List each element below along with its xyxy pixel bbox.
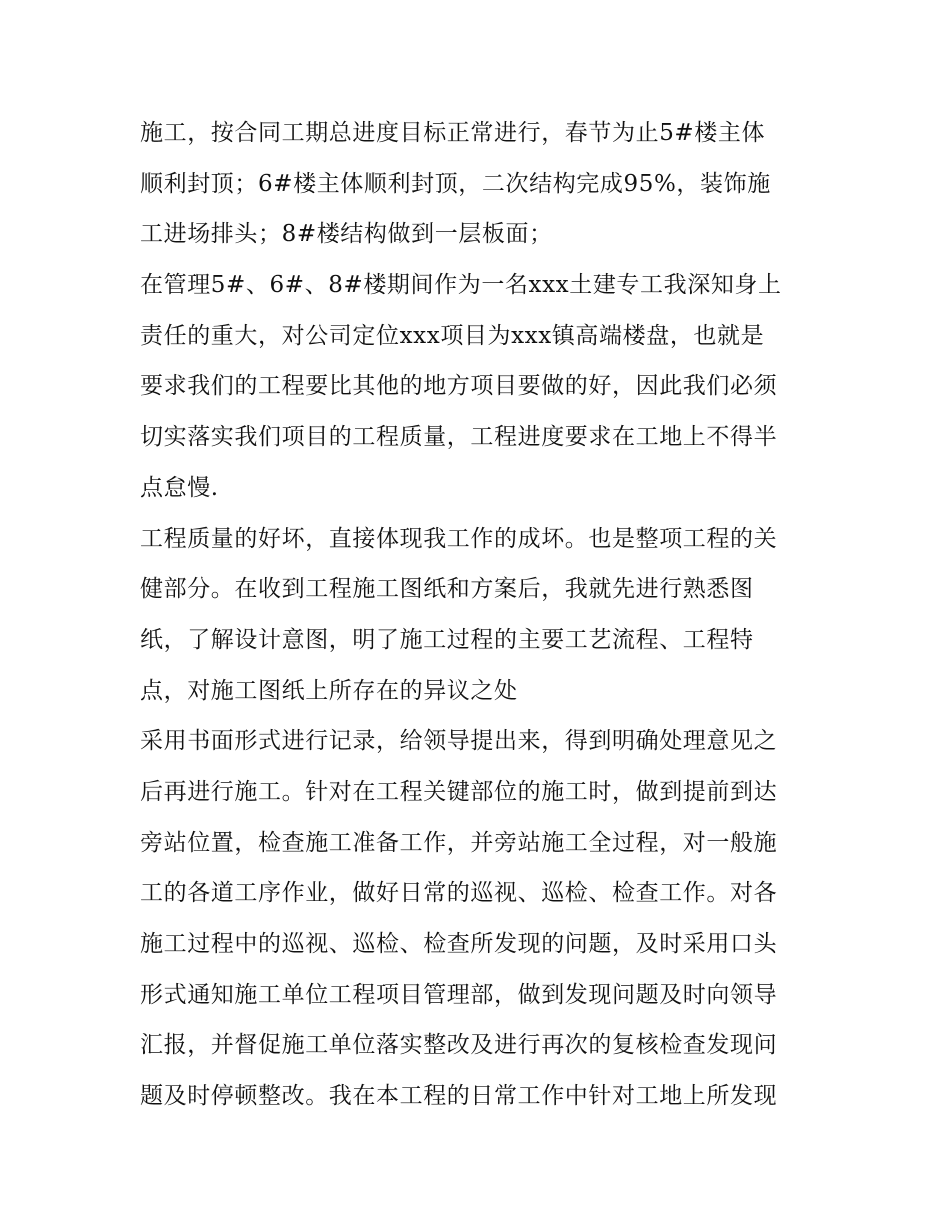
text-line: 点怠慢. xyxy=(140,474,219,501)
text-line: 旁站位置，检查施工准备工作，并旁站施工全过程，对一般施 xyxy=(140,829,778,856)
text-line: 在管理5#、6#、8#楼期间作为一名xxx土建专工我深知身上 xyxy=(140,272,782,299)
text-line: 施工过程中的巡视、巡检、检查所发现的问题，及时采用口头 xyxy=(140,931,778,957)
text-line: 工的各道工序作业，做好日常的巡视、巡检、检查工作。对各 xyxy=(140,880,778,907)
text-line: 切实落实我们项目的工程质量，工程进度要求在工地上不得半 xyxy=(140,424,778,451)
text-line: 要求我们的工程要比其他的地方项目要做的好，因此我们必须 xyxy=(140,373,778,400)
text-line: 施工，按合同工期总进度目标正常进行，春节为止5#楼主体 xyxy=(140,120,766,146)
text-line: 工程质量的好坏，直接体现我工作的成坏。也是整项工程的关 xyxy=(140,525,778,552)
text-line: 形式通知施工单位工程项目管理部，做到发现问题及时向领导 xyxy=(140,981,778,1008)
text-line: 题及时停顿整改。我在本工程的日常工作中针对工地上所发现 xyxy=(140,1083,778,1110)
text-line: 后再进行施工。针对在工程关键部位的施工时，做到提前到达 xyxy=(140,778,778,805)
text-line: 点，对施工图纸上所存在的异议之处 xyxy=(140,677,518,704)
text-line: 采用书面形式进行记录，给领导提出来，得到明确处理意见之 xyxy=(140,728,778,755)
text-line: 汇报，并督促施工单位落实整改及进行再次的复核检查发现问 xyxy=(140,1032,778,1059)
document-body xyxy=(140,108,812,1122)
text-line: 顺利封顶；6#楼主体顺利封顶，二次结构完成95%，装饰施 xyxy=(140,170,771,197)
text-line: 工进场排头；8#楼结构做到一层板面； xyxy=(140,221,553,248)
text-line: 纸，了解设计意图，明了施工过程的主要工艺流程、工程特 xyxy=(140,626,754,653)
text-line: 责任的重大，对公司定位xxx项目为xxx镇高端楼盘，也就是 xyxy=(140,322,765,349)
text-line: 健部分。在收到工程施工图纸和方案后，我就先进行熟悉图 xyxy=(140,576,754,603)
